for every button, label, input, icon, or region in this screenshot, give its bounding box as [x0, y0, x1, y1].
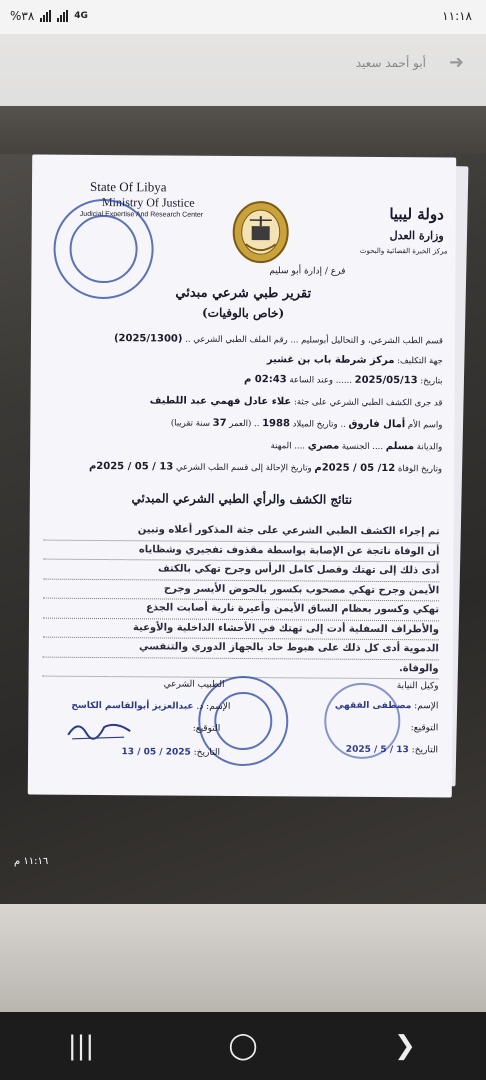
death-date-value: 12/ 05 / 2025م — [314, 462, 396, 475]
prosecutor-name: مصطفى الفقهي — [334, 700, 412, 712]
faded-header-overlay — [0, 34, 486, 106]
time-label: وعند الساعة — [289, 375, 334, 386]
official-stamp-center-inner — [214, 692, 272, 750]
exam-line — [150, 395, 443, 408]
death-date-label: وتاريخ الوفاة — [397, 464, 443, 475]
findings-line: الدموية أدى كل ذلك على هبوط حاد بالجهاز الدوري والتنفسي — [43, 638, 439, 660]
date-label: بتاريخ: — [420, 376, 443, 387]
religion-label: والديانة — [416, 442, 443, 453]
doc-ar-branch: فرع / إدارة أبو سليم — [269, 266, 346, 277]
findings-line: تم إجراء الكشف الطبي الشرعي على جثة المذكور أعلاه وتبين — [44, 521, 440, 543]
photo-timestamp: ١١:١٦ م — [14, 856, 49, 867]
date-value: 2025/05/13 — [354, 374, 418, 387]
system-nav-bar — [0, 1012, 486, 1080]
prosecutor-title: وكيل النيابة — [396, 681, 439, 692]
mother-value: أمال فاروق — [348, 418, 406, 431]
nationality-label: الجنسية — [341, 441, 370, 452]
doctor-name-line — [34, 701, 230, 712]
authority-line — [267, 354, 443, 366]
religion-line: والديانة مسلم .... الجنسية مصري .... المهنة — [270, 440, 443, 453]
doc-ar-center: مركز الخبرة القضائية والبحوث — [359, 246, 448, 256]
doc-ar-ministry: وزارة العدل — [389, 229, 444, 243]
doctor-date-line — [58, 747, 220, 758]
authority-value: مركز شرطة باب بن غشير — [266, 354, 395, 367]
birth-label: وتاريخ الميلاد — [292, 419, 338, 430]
official-stamp-left-inner — [69, 215, 137, 283]
deceased-name: علاء عادل فهمي عبد اللطيف — [149, 395, 292, 408]
doctor-title: الطبيب الشرعي — [163, 679, 225, 690]
time-value: 02:43 م — [243, 374, 287, 386]
doctor-signature-label: التوقيع: — [192, 723, 221, 734]
age-line: واسم الأم أمال فاروق .. وتاريخ الميلاد 1988 .. (العمر 37 سنة تقريبا) — [170, 417, 443, 431]
prosecutor-signature-line — [411, 723, 439, 733]
findings-line: أدى ذلك إلى تهتك وفصل كامل الرأس وجرح تهكي بالكتف — [43, 560, 439, 582]
mother-label: واسم الأم — [407, 420, 443, 431]
status-icons — [10, 9, 88, 23]
doctor-date-label: التاريخ: — [193, 747, 221, 758]
signal-icon-2 — [57, 10, 68, 22]
document-page — [28, 155, 456, 798]
home-button[interactable]: ◯ — [228, 1031, 258, 1061]
findings-text — [43, 521, 440, 680]
findings-line: والأطراف السفلية أدت إلى تهتك في الأحشاء الداخلية والأوعية — [43, 618, 439, 640]
battery-indicator: %٣٨ — [10, 9, 35, 23]
doc-ar-state: دولة ليبيا — [389, 205, 444, 224]
date-line: بتاريخ: 2025/05/13 ...... وعند الساعة 02:43 م — [243, 374, 443, 387]
doc-en-state: State Of Libya — [89, 178, 167, 195]
prosecutor-date-label: التاريخ: — [411, 745, 439, 756]
age-unit: سنة تقريبا) — [170, 418, 211, 429]
prosecutor-signature-label: التوقيع: — [410, 723, 439, 734]
back-button[interactable]: ❯ — [394, 1031, 416, 1061]
profession-label: المهنة — [270, 441, 292, 452]
doc-en-ministry: Ministry Of Justice — [101, 195, 195, 210]
authority-label: جهة التكليف: — [397, 356, 443, 367]
nationality-value: مصري — [307, 440, 340, 452]
referral-label: وتاريخ الإحالة إلى قسم الطب الشرعي — [175, 462, 312, 474]
file-label: رقم الملف الطبي الشرعي — [193, 334, 288, 346]
doctor-signature-icon — [64, 715, 134, 743]
referral-value: 13 / 05 / 2025م — [88, 460, 174, 473]
death-date-line — [89, 461, 442, 474]
ministry-emblem-icon — [231, 200, 289, 264]
overlay-sender-name: أبو أحمد سعيد — [355, 56, 426, 70]
network-type: 4G — [74, 11, 88, 21]
findings-line: تهكي وكسور بعظام الساق الأيمن وأعيرة نارية أصابت الجذع — [43, 599, 439, 621]
doc-en-center: Judicial Expertise And Research Center — [79, 210, 204, 219]
doc-title: تقرير طبي شرعي مبدئي — [175, 285, 312, 302]
status-time: ١١:١٨ — [442, 9, 472, 23]
photo-viewer[interactable] — [0, 34, 486, 904]
birth-value: 1988 — [262, 418, 290, 430]
doc-subtitle: (خاص بالوفيات) — [201, 305, 285, 321]
religion-value: مسلم — [385, 441, 415, 453]
section-label: قسم الطب الشرعي، و التحاليل أبوسليم — [301, 335, 443, 347]
file-number: (2025/1300) — [113, 333, 183, 345]
signal-icon — [40, 10, 51, 22]
doctor-name-label: الإسم: د. — [196, 701, 231, 712]
findings-line: والوفاة. — [43, 657, 439, 679]
exam-label: قد جرى الكشف الطبي الشرعي على جثة: — [293, 397, 443, 409]
age-label: (العمر — [229, 418, 252, 430]
findings-title: نتائج الكشف والرأي الطبي الشرعي المبدئي — [131, 491, 353, 507]
forward-arrow-icon[interactable]: ➜ — [448, 52, 464, 73]
findings-line: الأيمن وجرح تهكي مصحوب بكسور بالحوض الأيسر وجرح — [43, 579, 439, 601]
prosecutor-name-label: الإسم: — [414, 701, 439, 712]
official-stamp-right — [324, 683, 401, 760]
prosecutor-date: 13 / 5 / 2025 — [345, 744, 409, 756]
doctor-name: عبدالعزيز أبوالقاسم الكاسح — [71, 700, 194, 712]
next-image-preview[interactable] — [0, 904, 486, 1012]
recents-button[interactable]: ||| — [67, 1031, 95, 1061]
status-bar — [0, 0, 486, 34]
doctor-date: 2025 / 05 / 13 — [121, 747, 191, 758]
findings-line: أن الوفاة ناتجة عن الإصابة بواسطة مقذوف تفجيري وشظاياه — [43, 540, 439, 562]
age-value: 37 — [212, 417, 227, 429]
section-line: قسم الطب الشرعي، و التحاليل أبوسليم ... رقم الملف الطبي الشرعي .. (2025/1300) — [113, 333, 443, 347]
